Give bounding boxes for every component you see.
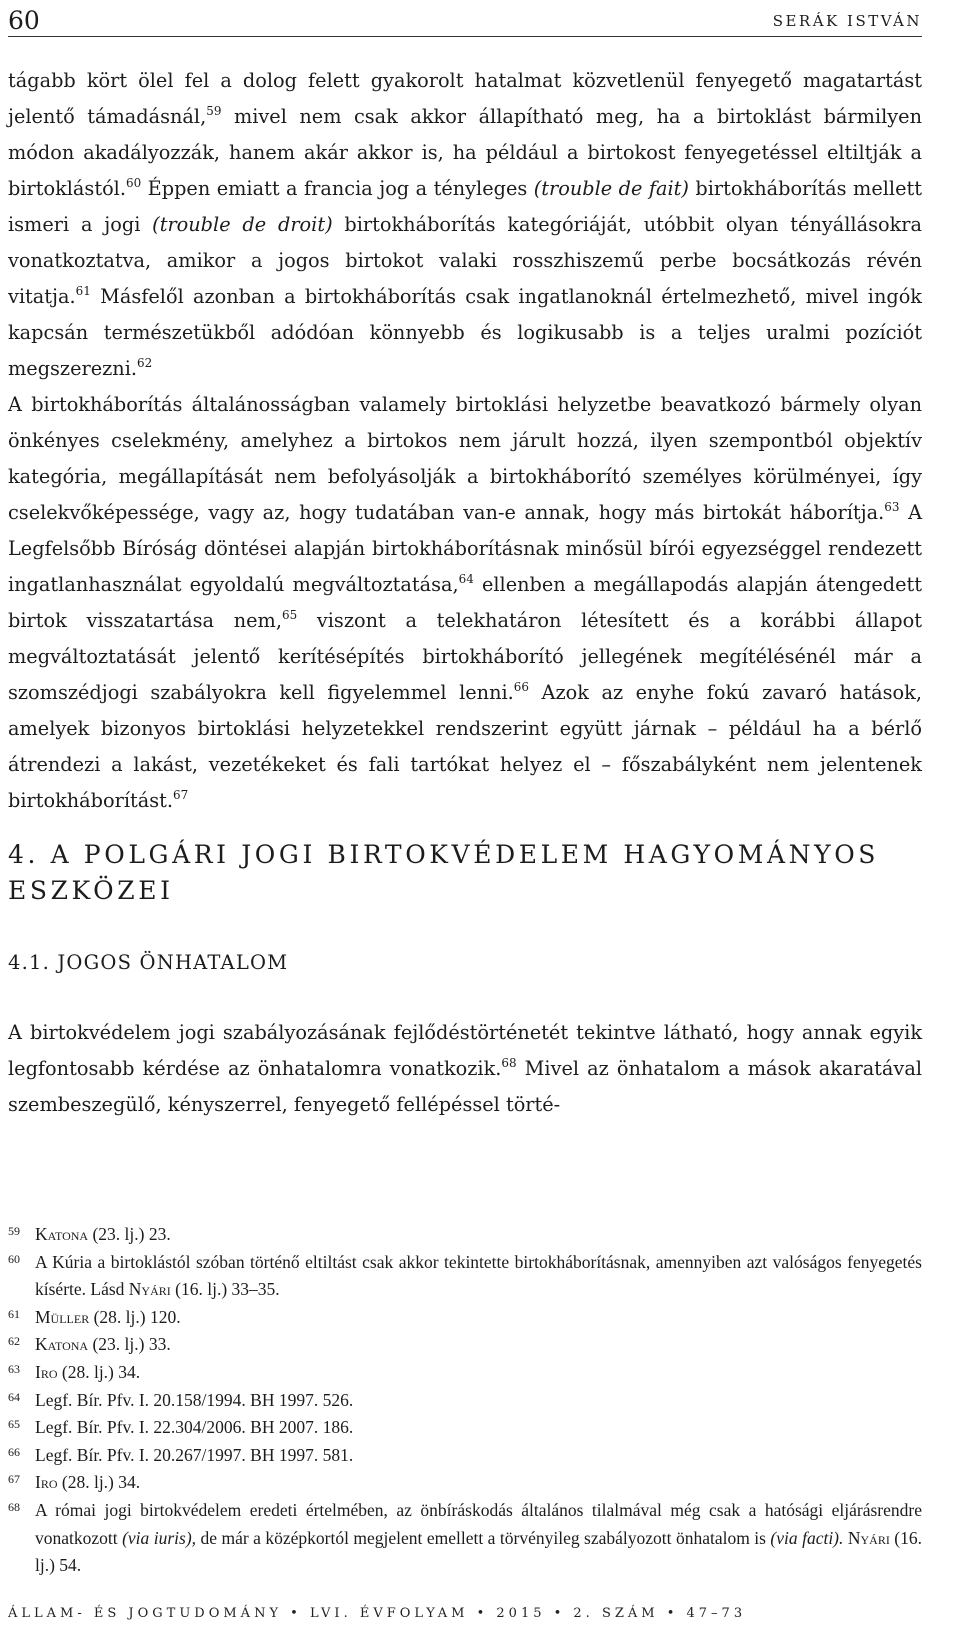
footnote-text: Legf. Bír. Pfv. I. 20.158/1994. BH 1997. 526.	[35, 1389, 354, 1410]
footnote-ref-62: 62	[137, 356, 153, 371]
text-run: ellenben a megállapodás alapján átengedett birtok visszatartása nem,	[8, 573, 922, 632]
footnote-63	[8, 1359, 922, 1387]
author-name: Katona	[35, 1224, 89, 1244]
text-run: birtokháborítás kategóriáját, utóbbit olyan tényállásokra vonatkoztatva, amikor a jogos birtokot valaki rosszhiszemű perbe bocsátkozás révén vitatja.	[8, 213, 922, 308]
paragraph-2	[8, 387, 922, 819]
text-run: birtokháborítás mellett ismeri a jogi	[8, 177, 922, 236]
text-run: Mivel az önhatalom a mások akaratával szembeszegülő, kényszerrel, fenyegető fellépéssel törté-	[8, 1057, 922, 1116]
footnote-ref-59: 59	[206, 104, 222, 119]
text-run: mivel nem csak akkor állapítható meg, ha a birtoklást bármilyen módon akadályozzák, hanem akár akkor is, ha például a birtokost fenyegetéssel eltiltják a birtoklástól.	[8, 105, 922, 200]
footnote-ref-68: 68	[501, 1056, 517, 1071]
citation: (23. lj.) 23.	[88, 1224, 171, 1244]
running-head-author: SERÁK ISTVÁN	[772, 12, 922, 30]
footnote-number: 62	[8, 1334, 20, 1349]
page-number: 60	[8, 6, 40, 35]
footnote-68	[8, 1497, 922, 1580]
paragraph-1	[8, 63, 922, 387]
journal-footer: ÁLLAM- ÉS JOGTUDOMÁNY • LVI. ÉVFOLYAM • 2015 • 2. SZÁM • 47–73	[8, 1606, 747, 1621]
footnote-59	[8, 1221, 922, 1249]
footnote-ref-60: 60	[125, 176, 142, 191]
citation: (23. lj.) 33.	[88, 1334, 171, 1355]
author-name: Iro	[35, 1361, 58, 1382]
text-run: viszont a telekhatáron létesített és a korábbi állapot megváltoztatását jelentő kerítésépítés birtokháborító jellegének megítélésénél már a szomszédjogi szabályokra kell figyelemmel lenni.	[8, 609, 922, 704]
text-run: Azok az enyhe fokú zavaró hatások, amelyek bizonyos birtoklási helyzetekkel rendszerint együtt járnak – például ha a bérlő átrendezi a lakást, vezetékeket és fali tartókat helyez el – főszabályként nem jelentenek birtokháborítást.	[8, 681, 922, 812]
paragraph-3	[8, 1015, 922, 1123]
footnote-text: A római jogi birtokvédelem eredeti értelmében, az önbíráskodás általános tilalmával még csak a hatósági eljárásrendre vonatkozott	[35, 1499, 922, 1548]
footnote-number: 61	[8, 1306, 20, 1321]
body-text	[8, 63, 922, 819]
footnote-ref-63: 63	[884, 500, 900, 515]
author-name: Müller	[35, 1306, 90, 1327]
footnote-number: 60	[8, 1251, 20, 1266]
footnote-61	[8, 1304, 922, 1332]
footnote-60	[8, 1249, 922, 1304]
footnote-number: 59	[8, 1224, 20, 1238]
footnote-number: 67	[8, 1472, 20, 1487]
subsection-heading: 4.1. JOGOS ÖNHATALOM	[8, 951, 289, 974]
author-name: Iro	[35, 1472, 58, 1493]
footnote-67	[8, 1469, 922, 1497]
footnote-ref-67: 67	[173, 788, 189, 803]
citation: (16. lj.) 54.	[35, 1527, 923, 1576]
italic-term: (trouble de fait)	[533, 177, 689, 200]
text-run: A birtokvédelem jogi szabályozásának fejlődéstörténetét tekintve látható, hogy annak egyik legfontosabb kérdése az önhatalomra vonatkozik.	[8, 1021, 922, 1080]
footnote-ref-61: 61	[75, 284, 91, 299]
text-run: A Legfelsőbb Bíróság döntései alapján birtokháborításnak minősül bírói egyezséggel rendezett ingatlanhasználat egyoldalú megváltoztatása,	[8, 501, 922, 596]
italic-term: (via facti).	[770, 1527, 844, 1548]
footnote-number: 63	[8, 1361, 20, 1376]
footnote-66	[8, 1442, 922, 1470]
text-run: tágabb kört ölel fel a dolog felett gyakorolt hatalmat közvetlenül fenyegető magatartást jelentő támadásnál,	[8, 69, 922, 128]
footnote-65	[8, 1414, 922, 1442]
citation: (28. lj.) 120.	[89, 1306, 181, 1327]
text-run: Másfelől azonban a birtokháborítás csak ingatlanoknál értelmezhető, mivel ingók kapcsán természetükből adódóan könnyebb és logikusabb is a teljes uralmi pozíciót megszerezni.	[8, 285, 922, 380]
footnote-ref-64: 64	[458, 572, 474, 587]
header-rule	[8, 36, 922, 37]
footnote-number: 68	[8, 1499, 20, 1514]
text-run: Éppen emiatt a francia jog a tényleges	[141, 177, 534, 200]
footnote-64	[8, 1387, 922, 1415]
citation: (28. lj.) 34.	[57, 1472, 141, 1493]
footnote-text: de már a középkortól megjelent emellett a törvényileg szabályozott önhatalom is	[196, 1527, 771, 1548]
section-heading: 4. A POLGÁRI JOGI BIRTOKVÉDELEM HAGYOMÁNYOS ESZKÖZEI	[8, 840, 880, 905]
author-name: Nyári	[847, 1527, 890, 1548]
footnote-text: Legf. Bír. Pfv. I. 20.267/1997. BH 1997. 581.	[35, 1444, 354, 1465]
italic-term: (via iuris),	[122, 1527, 197, 1548]
footnote-62	[8, 1331, 922, 1359]
footnotes	[8, 1221, 922, 1580]
footnote-ref-66: 66	[513, 680, 530, 695]
running-header	[8, 6, 922, 36]
footnote-number: 65	[8, 1417, 20, 1432]
citation: (16. lj.) 33–35.	[170, 1279, 280, 1300]
author-name: Nyári	[128, 1279, 171, 1300]
italic-term: (trouble de droit)	[152, 213, 333, 236]
footnote-ref-65: 65	[281, 608, 298, 623]
author-name: Katona	[35, 1334, 89, 1355]
citation: (28. lj.) 34.	[57, 1361, 141, 1382]
footnote-number: 64	[8, 1389, 20, 1404]
text-run: A birtokháborítás általánosságban valamely birtoklási helyzetbe beavatkozó bármely olyan önkényes cselekmény, amelyhez a birtokos nem járult hozzá, ilyen szempontból objektív kategória, megállapítását nem befolyásolják a birtokháborító személyes körülményei, így cselekvőképessége, vagy az, hogy tudatában van-e annak, hogy más birtokát háborítja.	[8, 393, 922, 524]
body-text-section-4-1	[8, 1015, 922, 1123]
footnote-number: 66	[8, 1444, 20, 1459]
footnote-text: A Kúria a birtoklástól szóban történő eltiltást csak akkor tekintette birtokháborításnak, amennyiben azt valóságos fenyegetés kísérte. Lásd	[35, 1251, 922, 1300]
footnote-text: Legf. Bír. Pfv. I. 22.304/2006. BH 2007. 186.	[35, 1417, 354, 1438]
